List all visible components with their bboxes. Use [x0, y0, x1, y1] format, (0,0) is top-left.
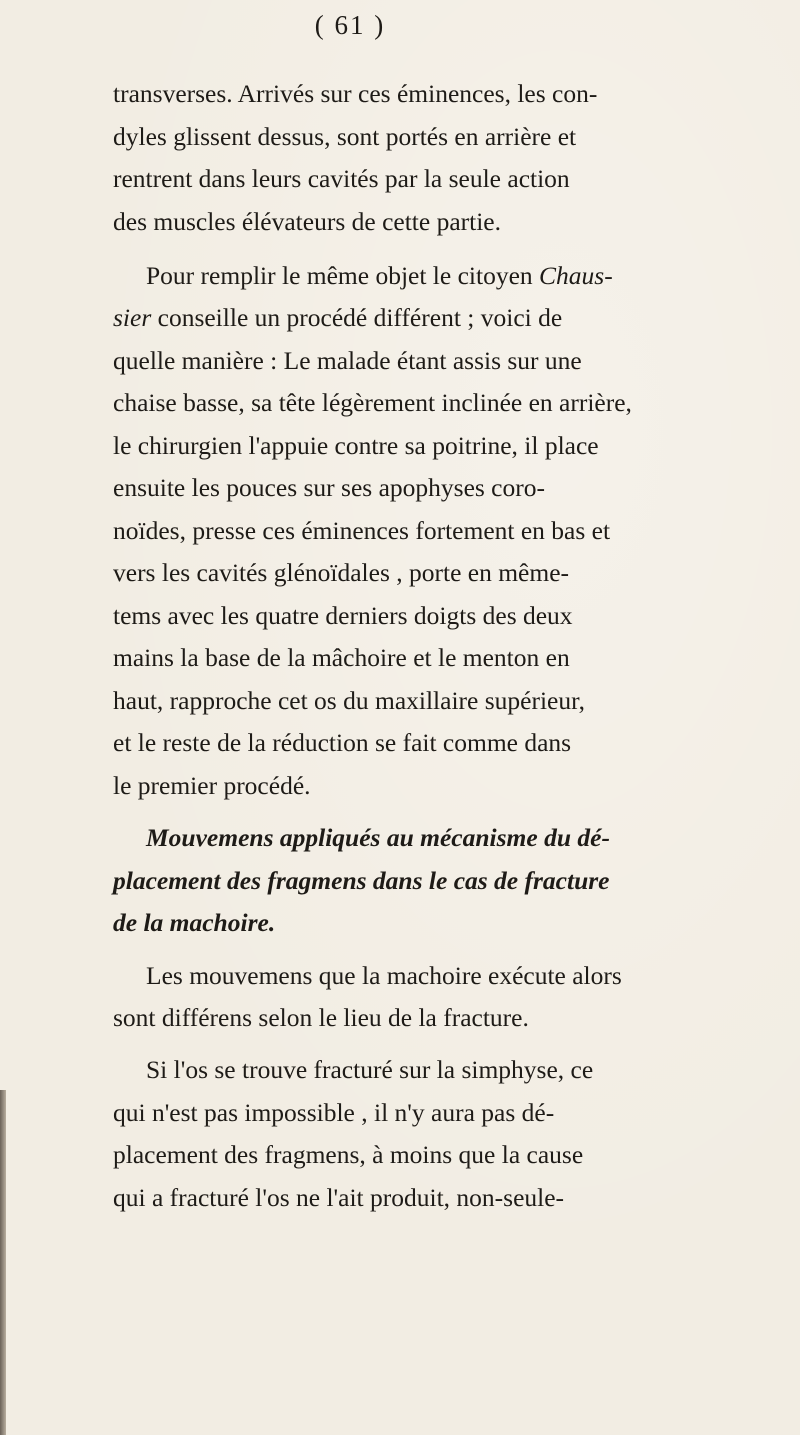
page-edge-shadow [0, 1090, 6, 1435]
text-line: qui n'est pas impossible , il n'y aura pas dé- [113, 1098, 555, 1127]
text-line [113, 305, 562, 331]
text-line: Les mouvemens que la machoire exécute alors [146, 961, 622, 990]
section-heading: de la machoire. [113, 908, 276, 937]
section-heading: placement des fragmens dans le cas de fracture [113, 866, 610, 895]
author-name: sier [113, 303, 152, 332]
text-line: noïdes, presse ces éminences fortement en bas et [113, 516, 611, 545]
text-line: rentrent dans leurs cavités par la seule action [113, 164, 570, 193]
text-run: Pour remplir le même objet le citoyen [146, 261, 533, 290]
text-line: quelle manière : Le malade étant assis sur une [113, 346, 582, 375]
text-line: des muscles élévateurs de cette partie. [113, 207, 501, 236]
text-line: transverses. Arrivés sur ces éminences, les con- [113, 79, 598, 108]
section-heading: Mouvemens appliqués au mécanisme du dé- [146, 823, 610, 852]
author-name: Chaus- [539, 261, 613, 290]
text-line: vers les cavités glénoïdales , porte en même- [113, 558, 569, 587]
text-line: tems avec les quatre derniers doigts des deux [113, 601, 573, 630]
text-line: sont différens selon le lieu de la fracture. [113, 1003, 529, 1032]
text-line: placement des fragmens, à moins que la cause [113, 1140, 584, 1169]
text-line: chaise basse, sa tête légèrement inclinée en arrière, [113, 388, 632, 417]
text-line: qui a fracturé l'os ne l'ait produit, non-seule- [113, 1183, 565, 1212]
text-line [146, 263, 613, 289]
text-run: conseille un procédé différent ; voici de [157, 303, 563, 332]
text-line: Si l'os se trouve fracturé sur la simphyse, ce [146, 1055, 594, 1084]
text-line: haut, rapproche cet os du maxillaire supérieur, [113, 686, 585, 715]
text-line: et le reste de la réduction se fait comme dans [113, 728, 572, 757]
text-line: dyles glissent dessus, sont portés en arrière et [113, 122, 577, 151]
text-line: mains la base de la mâchoire et le menton en [113, 643, 570, 672]
text-line: le premier procédé. [113, 771, 311, 800]
page-number: ( 61 ) [314, 10, 386, 40]
text-line: le chirurgien l'appuie contre sa poitrine, il place [113, 431, 599, 460]
text-line: ensuite les pouces sur ses apophyses coro- [113, 473, 545, 502]
